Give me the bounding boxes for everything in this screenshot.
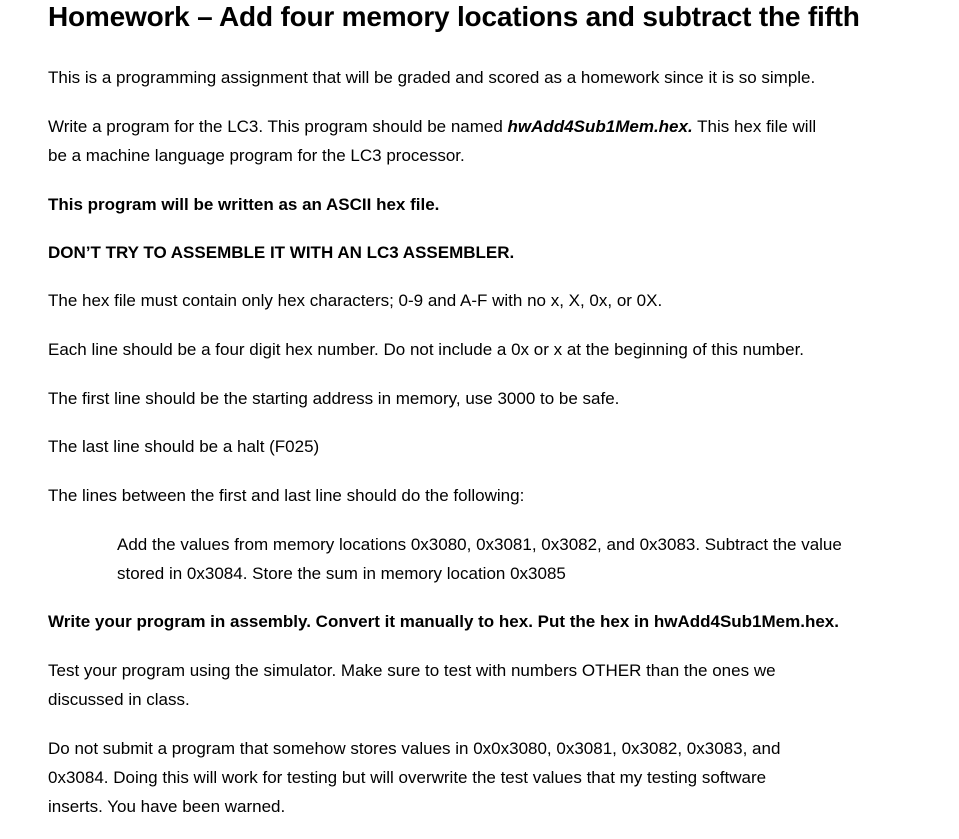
test-line2: discussed in class. xyxy=(48,690,190,709)
write-program-text: Write a program for the LC3. This program should be named xyxy=(48,117,508,136)
task-paragraph xyxy=(117,530,842,588)
task-line1: Add the values from memory locations 0x3080, 0x3081, 0x3082, and 0x3083. Subtract the value xyxy=(117,535,842,554)
do-not-line3: inserts. You have been warned. xyxy=(48,797,286,816)
between-paragraph: The lines between the first and last line should do the following: xyxy=(48,486,525,505)
last-line-paragraph: The last line should be a halt (F025) xyxy=(48,437,320,456)
test-line1: Test your program using the simulator. Make sure to test with numbers OTHER than the ones we xyxy=(48,661,776,680)
first-line-paragraph: The first line should be the starting address in memory, use 3000 to be safe. xyxy=(48,389,620,408)
intro-paragraph: This is a programming assignment that will be graded and scored as a homework since it is so simple. xyxy=(48,68,816,87)
page-title: Homework – Add four memory locations and subtract the fifth xyxy=(48,1,860,32)
hex-chars-paragraph: The hex file must contain only hex characters; 0-9 and A-F with no x, X, 0x, or 0X. xyxy=(48,291,663,310)
do-not-paragraph xyxy=(48,734,780,821)
task-line2: stored in 0x3084. Store the sum in memory location 0x3085 xyxy=(117,564,566,583)
do-not-line2: 0x3084. Doing this will work for testing but will overwrite the test values that my testing software xyxy=(48,768,767,787)
write-program-after: This hex file will xyxy=(692,117,817,136)
each-line-paragraph: Each line should be a four digit hex number. Do not include a 0x or x at the beginning of this number. xyxy=(48,340,805,359)
write-program-line2: be a machine language program for the LC3 processor. xyxy=(48,146,465,165)
assembler-warning: DON’T TRY TO ASSEMBLE IT WITH AN LC3 ASSEMBLER. xyxy=(48,243,515,262)
write-program-paragraph xyxy=(48,112,816,170)
assembly-note: Write your program in assembly. Convert it manually to hex. Put the hex in hwAdd4Sub1Mem.hex. xyxy=(48,612,839,631)
filename-text: hwAdd4Sub1Mem.hex. xyxy=(507,117,693,136)
test-paragraph xyxy=(48,656,776,714)
ascii-note: This program will be written as an ASCII hex file. xyxy=(48,195,440,214)
do-not-line1: Do not submit a program that somehow stores values in 0x0x3080, 0x3081, 0x3082, 0x3083, and xyxy=(48,739,781,758)
